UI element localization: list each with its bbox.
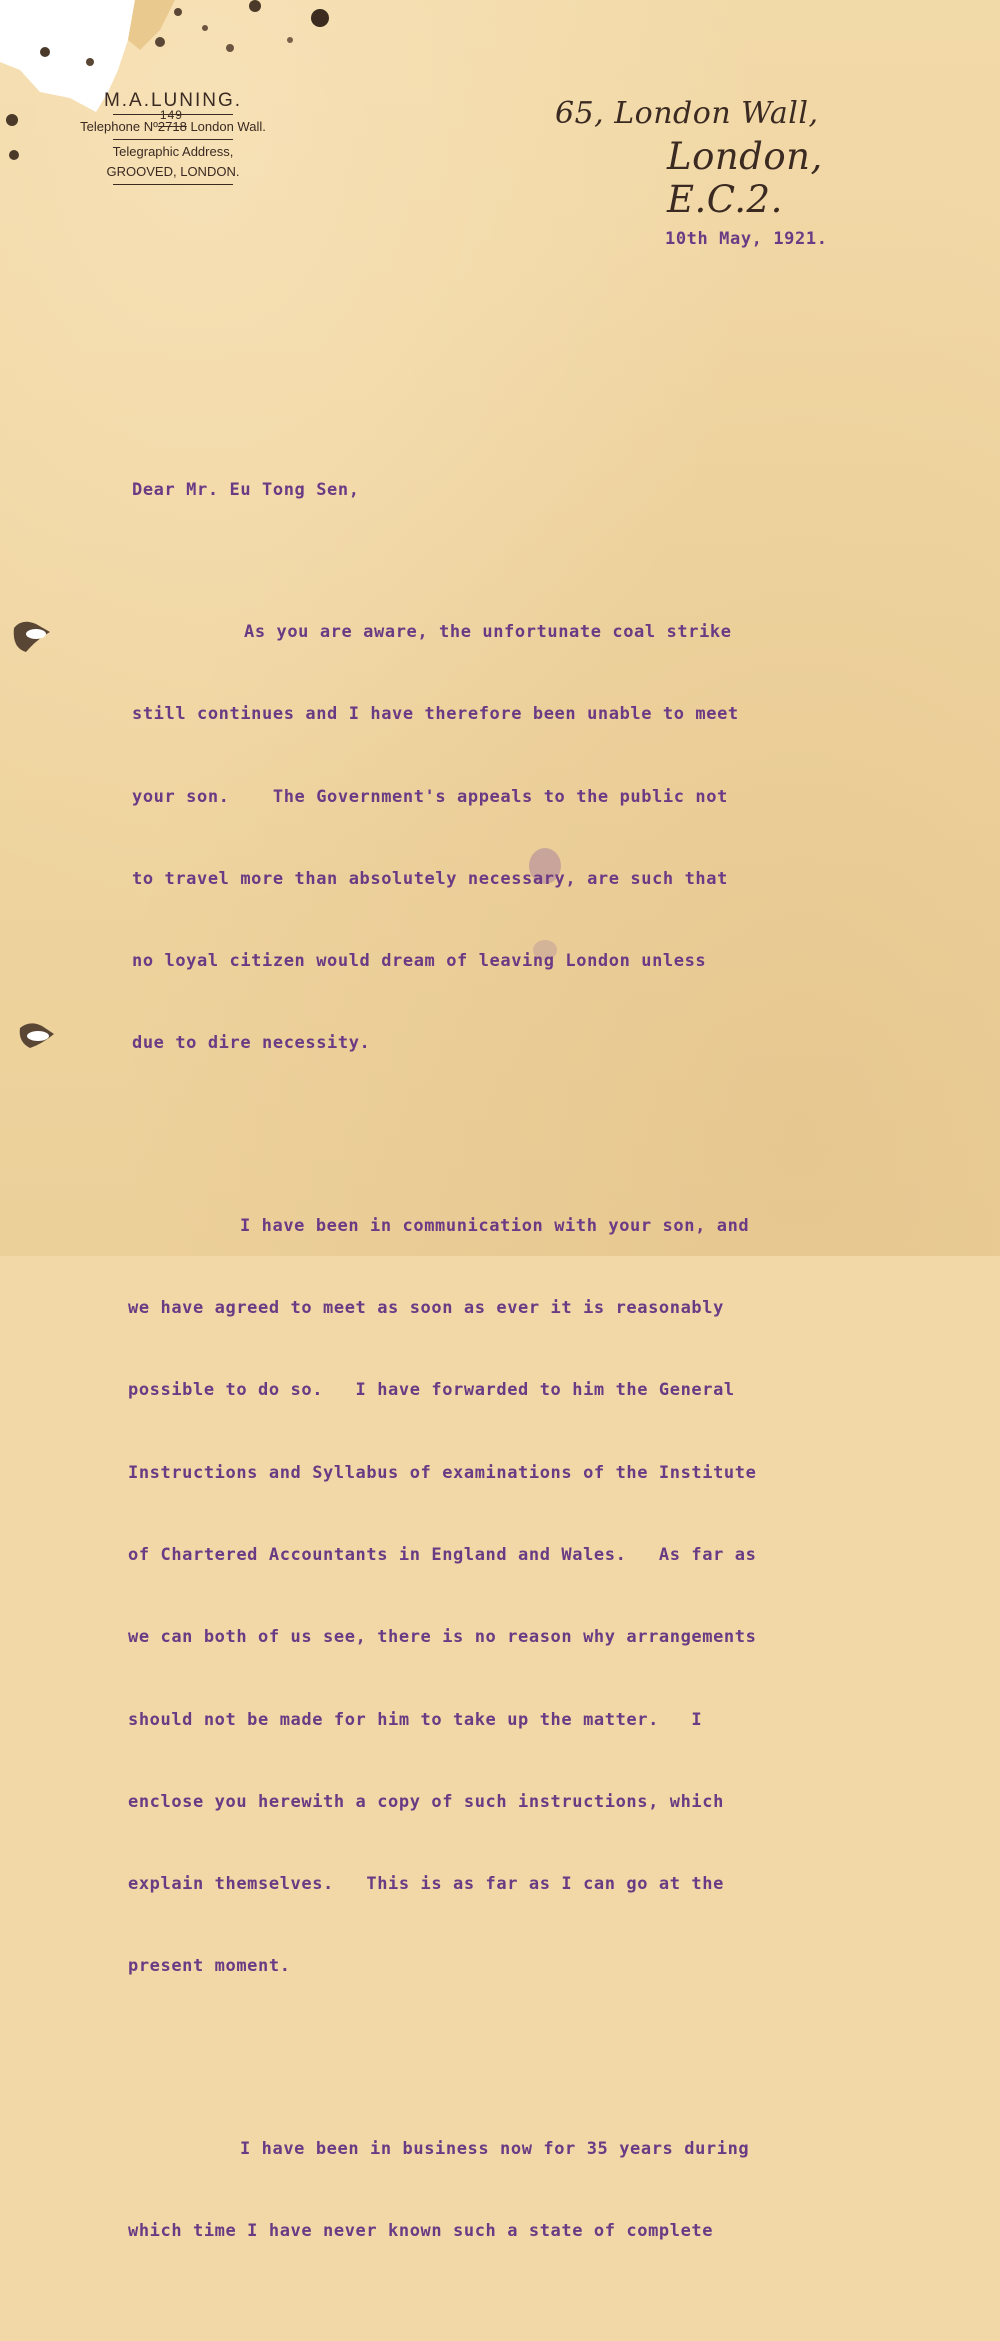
paragraph-line: of Chartered Accountants in England and Wales. As far as [128,1544,757,1565]
paragraph-line: Instructions and Syllabus of examinations of the Institute [128,1462,757,1483]
paragraph-line: due to dire necessity. [132,1033,371,1054]
letter-date: 10th May, 1921. [665,229,828,249]
paragraph-1 [128,580,888,1114]
company-name: M.A.LUNING. [103,90,243,111]
paragraph-line: no loyal citizen would dream of leaving London unless [132,951,707,972]
telephone-number-struck: 2718 [157,119,187,134]
paragraph-line: I have been in communication with your son, and [240,1215,750,1236]
letter-body [128,438,888,2341]
paragraph-line: to travel more than absolutely necessary, are such that [132,868,728,889]
paragraph-line: I have been in business now for 35 years during [240,2138,750,2159]
letterhead-rule-mid [113,139,233,140]
telephone-line [58,108,288,137]
paragraph-line: explain themselves. This is as far as I can go at the [128,1874,724,1895]
telephone-number: 149 [159,108,183,122]
paragraph-line: we have agreed to meet as soon as ever it is reasonably [128,1298,724,1319]
paragraph-line: possible to do so. I have forwarded to him the General [128,1380,735,1401]
telephone-number-group [157,108,187,137]
paragraph-line: which time I have never known such a state of complete [128,2221,714,2242]
telegraphic-address: GROOVED, LONDON. [106,164,240,179]
paragraph-2 [128,1174,888,2037]
paragraph-line: enclose you herewith a copy of such instructions, which [128,1791,724,1812]
sender-address [555,96,935,221]
paragraph-line: should not be made for him to take up the matter. I [128,1709,703,1730]
paragraph-line: As you are aware, the unfortunate coal strike [244,622,732,642]
address-street: 65, London Wall, [555,96,819,131]
salutation: Dear Mr. Eu Tong Sen, [132,480,360,500]
telegraphic-label: Telegraphic Address, [112,144,234,159]
address-city: London, E.C.2. [667,135,823,221]
letterhead [58,90,288,187]
paragraph-line: present moment. [128,1956,291,1977]
telephone-prefix: Telephone Nº [80,119,158,134]
telephone-exchange: London Wall. [190,119,266,134]
letterhead-rule-bottom [113,184,233,185]
paragraph-line: we can both of us see, there is no reason why arrangements [128,1627,757,1648]
paragraph-3 [128,2097,888,2302]
paragraph-line: your son. The Government's appeals to the public not [132,786,728,807]
paragraph-line: still continues and I have therefore been unable to meet [132,704,739,725]
